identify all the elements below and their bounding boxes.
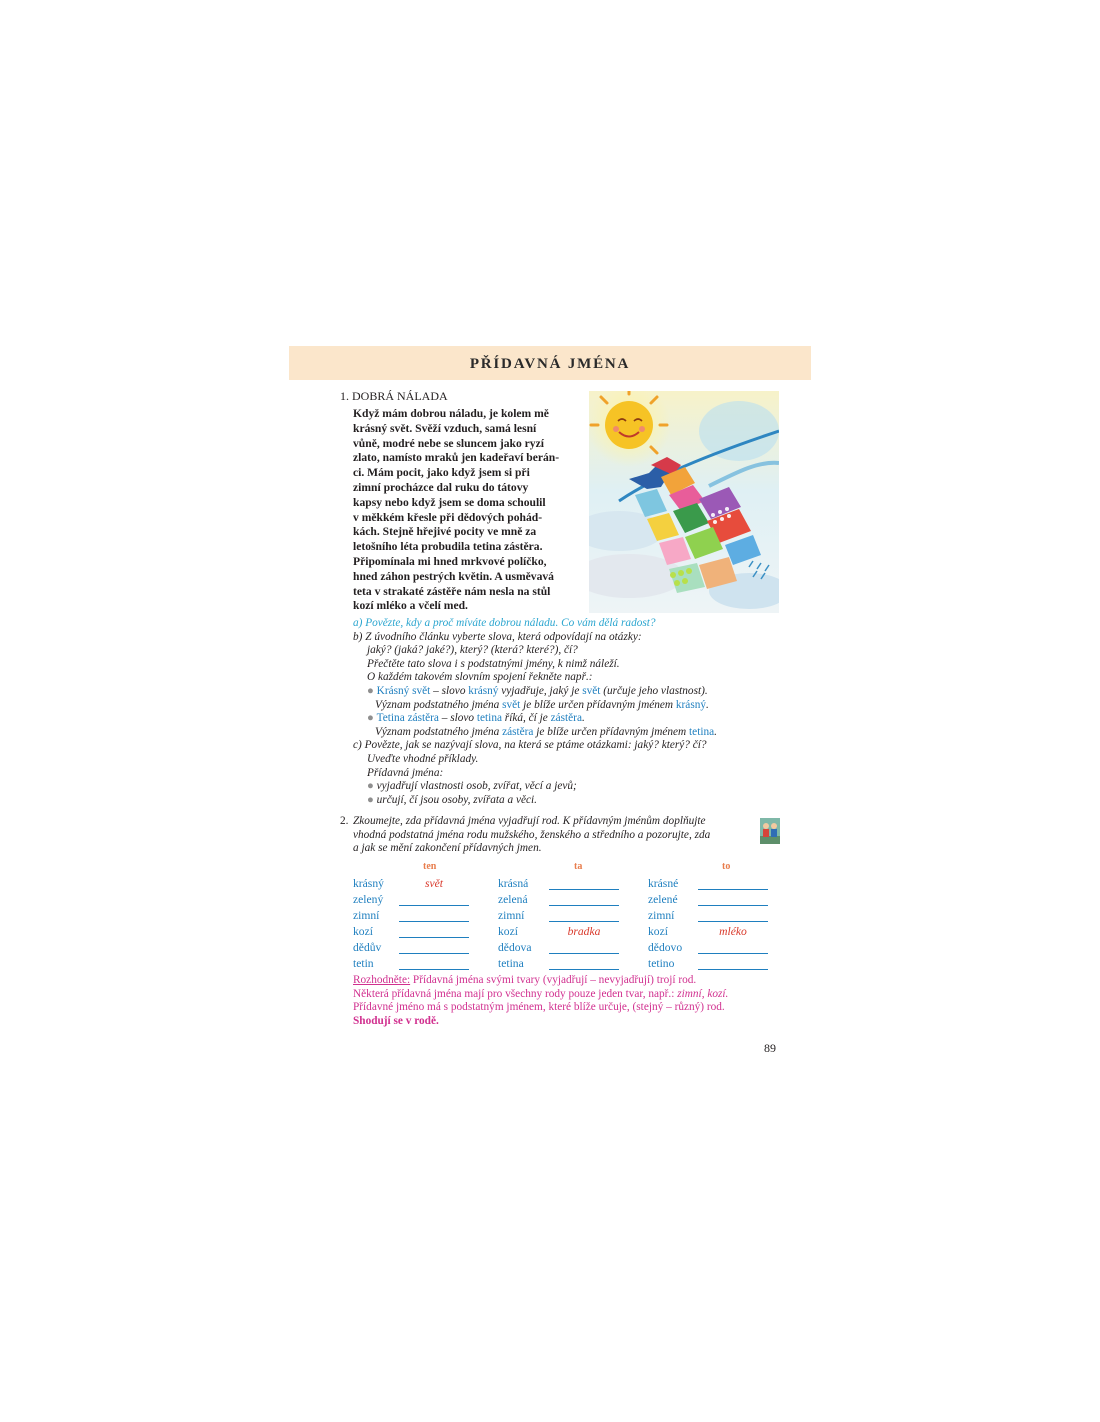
- story-line: kapsy nebo když jsem se doma schoulil: [353, 495, 546, 509]
- task-c-line: c) Povězte, jak se nazývají slova, na která se ptáme otázkami: jaký? který? čí?: [353, 739, 707, 752]
- story-text: [353, 407, 576, 614]
- example-text: je blíže určen přídavným jménem: [520, 698, 676, 711]
- noun-blank[interactable]: [549, 893, 619, 906]
- adjective-row: [648, 890, 768, 906]
- example-tetina-zastera: [353, 712, 773, 726]
- adjective: zimní: [498, 909, 525, 922]
- gender-label-neuter: to: [722, 861, 731, 872]
- task-a: a) Povězte, kdy a proč míváte dobrou náladu. Co vám dělá radost?: [353, 617, 656, 629]
- example-word: Tetina: [376, 712, 405, 725]
- example-word: zástěra: [407, 712, 439, 725]
- example-word: svět: [412, 684, 431, 697]
- story-line: zimní procházce dal ruku do tátovy: [353, 480, 529, 494]
- story-line: kozí mléko a včelí med.: [353, 599, 468, 613]
- filled-noun: bradka: [567, 925, 601, 938]
- example-word: svět: [582, 684, 601, 697]
- exercise-2-line: a jak se mění zakončení přídavných jmen.: [353, 842, 542, 855]
- adjective: dědova: [498, 941, 532, 954]
- example-krasny-svet: [353, 685, 773, 699]
- exercise-2-line: vhodná podstatná jména rodu mužského, ženského a středního a pozorujte, zda: [353, 828, 711, 841]
- adjective-row: [353, 906, 469, 922]
- task-c-line: Uveďte vhodné příklady.: [367, 752, 479, 765]
- task-c-bullet-text: vyjadřují vlastnosti osob, zvířat, věcí a jevů;: [376, 780, 577, 793]
- example-text: (určuje jeho vlastnost).: [600, 684, 708, 697]
- exercise-2-instructions: [353, 815, 750, 856]
- example-word: svět: [502, 698, 521, 711]
- bullet-icon: ●: [367, 712, 374, 725]
- adjective-row: [353, 954, 469, 970]
- noun-blank[interactable]: [698, 877, 768, 890]
- decide-text: Některá přídavná jména mají pro všechny rody pouze jeden tvar, např.:: [353, 987, 678, 1000]
- story-line: letošního léta probudila tetina zástěra.: [353, 540, 543, 554]
- adjective-row: [498, 890, 619, 906]
- bullet-icon: ●: [367, 780, 374, 793]
- adjective-row: [353, 922, 469, 938]
- task-b-line: jaký? (jaká? jaké?), který? (která? které?), čí?: [367, 644, 578, 657]
- story-line: v měkkém křesle při dědových pohád-: [353, 510, 543, 524]
- noun-blank[interactable]: [698, 893, 768, 906]
- story-line: Připomínala mi hned mrkvové políčko,: [353, 554, 547, 568]
- adjective: zimní: [353, 909, 380, 922]
- exercise-1-title: DOBRÁ NÁLADA: [352, 389, 448, 403]
- noun-blank[interactable]: [549, 909, 619, 922]
- example-word: Krásný: [376, 684, 410, 697]
- example-krasny-svet-explanation: [353, 699, 773, 713]
- example-text: .: [714, 725, 717, 738]
- adjective-row: [498, 906, 619, 922]
- decide-line: Přídavné jméno má s podstatným jménem, které blíže určuje, (stejný – různý) rod.: [353, 1001, 725, 1014]
- example-word: zástěra: [502, 725, 534, 738]
- adjective: dědovo: [648, 941, 683, 954]
- adjective-row: [648, 922, 768, 938]
- adjective: tetina: [498, 957, 524, 970]
- exercise-1-number: 1.: [340, 389, 349, 403]
- gender-label-masculine: ten: [423, 861, 437, 872]
- example-word: tetina: [476, 712, 502, 725]
- title-band: [289, 346, 811, 380]
- adjective-row: [648, 954, 768, 970]
- story-line: kách. Stejně hřejivé pocity ve mně za: [353, 525, 537, 539]
- exercise-2-number: 2.: [340, 815, 349, 827]
- story-line: Když mám dobrou náladu, je kolem mě: [353, 407, 549, 420]
- story-line: krásný svět. Svěží vzduch, samá lesní: [353, 421, 537, 435]
- adjective-row: [498, 954, 619, 970]
- example-word: krásný: [675, 698, 707, 711]
- noun-blank[interactable]: [399, 925, 469, 938]
- story-line: vůně, modré nebe se sluncem jako ryzí: [353, 436, 544, 450]
- feminine-column: [498, 874, 619, 970]
- neuter-column: [648, 874, 768, 970]
- adjective-row: [498, 922, 619, 938]
- adjective-row: [353, 890, 469, 906]
- exercise-2-line: Zkoumejte, zda přídavná jména vyjadřují rod. K přídavným jménům doplňujte: [353, 815, 706, 827]
- pair-work-icon: [760, 818, 780, 844]
- decide-line: [353, 988, 783, 1002]
- task-c-bullet: [353, 794, 773, 808]
- example-text: Význam podstatného jména: [375, 725, 503, 738]
- example-text: říká, čí je: [501, 712, 551, 725]
- task-c-bullet: [353, 780, 773, 794]
- noun-blank[interactable]: [549, 877, 619, 890]
- story-line: ci. Mám pocit, jako když jsem si při: [353, 466, 530, 480]
- patchwork-apron-illustration: [589, 391, 779, 613]
- task-c-line: Přídavná jména:: [367, 766, 444, 779]
- bullet-icon: ●: [367, 684, 374, 697]
- adjective: tetin: [353, 957, 374, 970]
- example-text: – slovo: [438, 712, 477, 725]
- page-title: PŘÍDAVNÁ JMÉNA: [469, 356, 631, 372]
- example-word: zástěra: [550, 712, 582, 725]
- noun-blank[interactable]: [698, 909, 768, 922]
- adjective: kozí: [353, 925, 373, 938]
- adjective: kozí: [648, 925, 668, 938]
- adjective: zelené: [648, 893, 678, 906]
- exercise-1-heading: [340, 389, 448, 404]
- adjective-row: [353, 874, 469, 890]
- adjective-row: [353, 938, 469, 954]
- decide-label: Rozhodněte:: [353, 974, 411, 986]
- decide-line: [353, 974, 783, 988]
- adjective: zelená: [498, 893, 528, 906]
- adjective: krásná: [498, 877, 529, 890]
- example-word: tetina: [689, 725, 715, 738]
- adjective: dědův: [353, 941, 382, 954]
- noun-blank[interactable]: [399, 941, 469, 954]
- example-tetina-zastera-explanation: [353, 726, 773, 740]
- decide-box: [353, 974, 783, 1028]
- adjective-row: [648, 938, 768, 954]
- task-b-line: b) Z úvodního článku vyberte slova, která odpovídají na otázky:: [353, 630, 642, 643]
- adjective: zimní: [648, 909, 675, 922]
- task-b-line: O každém takovém slovním spojení řekněte např.:: [367, 671, 593, 684]
- noun-blank[interactable]: [698, 957, 768, 970]
- adjective: kozí: [498, 925, 518, 938]
- adjective-row: [498, 938, 619, 954]
- example-text: .: [706, 698, 709, 711]
- example-text: .: [581, 712, 585, 725]
- example-text: – slovo: [430, 684, 469, 697]
- exercise-2: [340, 815, 750, 856]
- example-text: vyjadřuje, jaký je: [498, 684, 583, 697]
- decide-text: Přídavná jména svými tvary (vyjadřují – nevyjadřují) trojí rod.: [410, 974, 697, 986]
- adjective-row: [648, 906, 768, 922]
- adjective: zelený: [353, 893, 384, 906]
- bullet-icon: ●: [367, 793, 374, 806]
- masculine-column: [353, 874, 469, 970]
- filled-noun: svět: [424, 877, 444, 890]
- adjective: krásné: [648, 877, 679, 890]
- page-number: 89: [764, 1041, 776, 1055]
- noun-blank[interactable]: [698, 941, 768, 954]
- gender-label-feminine: ta: [574, 861, 583, 872]
- example-text: Význam podstatného jména: [375, 698, 503, 711]
- decide-example: zimní, kozí.: [677, 987, 729, 1000]
- adjective-row: [648, 874, 768, 890]
- task-b-line: Přečtěte tato slova i s podstatnými jmény, k nimž náleží.: [367, 657, 620, 670]
- example-text: je blíže určen přídavným jménem: [533, 725, 690, 738]
- exercise-1-tasks: [353, 617, 773, 807]
- story-line: teta v strakaté zástěře nám nesla na stůl: [353, 584, 551, 598]
- filled-noun: mléko: [719, 925, 747, 938]
- adjective: tetino: [648, 957, 675, 970]
- noun-blank[interactable]: [399, 957, 469, 970]
- example-word: krásný: [468, 684, 499, 697]
- noun-blank[interactable]: [549, 941, 619, 954]
- noun-blank[interactable]: [399, 909, 469, 922]
- decide-conclusion: Shodují se v rodě.: [353, 1014, 439, 1027]
- story-line: hned záhon pestrých květin. A usměvavá: [353, 569, 554, 583]
- adjective: krásný: [353, 877, 384, 890]
- task-c-bullet-text: určují, čí jsou osoby, zvířata a věci.: [376, 793, 537, 806]
- story-line: zlato, namísto mraků jen kadeřaví berán-: [353, 451, 560, 465]
- adjective-row: [498, 874, 619, 890]
- noun-blank[interactable]: [399, 893, 469, 906]
- noun-blank[interactable]: [549, 957, 619, 970]
